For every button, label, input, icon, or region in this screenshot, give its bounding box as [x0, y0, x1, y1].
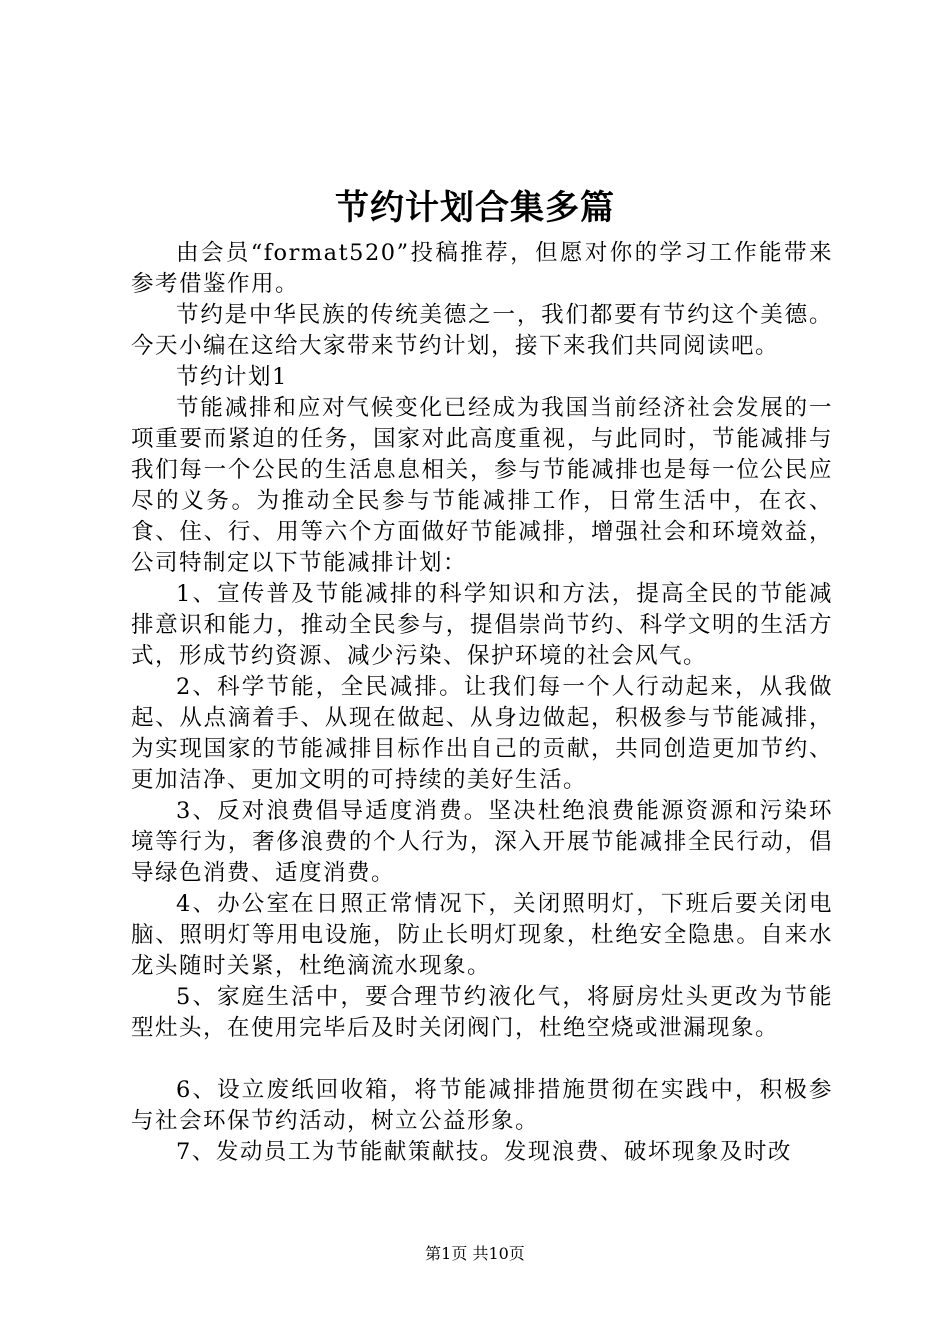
list-item: 6、设立废纸回收箱，将节能减排措施贯彻在实践中，积极参与社会环保节约活动，树立公益形象。 — [131, 1077, 833, 1134]
document-title: 节约计划合集多篇 — [335, 188, 615, 228]
list-item: 4、办公室在日照正常情况下，关闭照明灯，下班后要关闭电脑、照明灯等用电设施，防止长明灯现象，杜绝安全隐患。自来水龙头随时关紧，杜绝滴流水现象。 — [131, 891, 833, 979]
list-item: 5、家庭生活中，要合理节约液化气，将厨房灶头更改为节能型灶头，在使用完毕后及时关闭阀门，杜绝空烧或泄漏现象。 — [131, 984, 833, 1041]
list-item: 2、科学节能，全民减排。让我们每一个人行动起来，从我做起、从点滴着手、从现在做起、从身边做起，积极参与节能减排，为实现国家的节能减排目标作出自己的贡献，共同创造更加节约、更加洁净、更加文明的可持续的美好生活。 — [131, 674, 833, 793]
list-item: 3、反对浪费倡导适度消费。坚决杜绝浪费能源资源和污染环境等行为，奢侈浪费的个人行为，深入开展节能减排全民行动，倡导绿色消费、适度消费。 — [131, 798, 833, 886]
paragraph-intro: 由会员“format520”投稿推荐，但愿对你的学习工作能带来参考借鉴作用。 — [131, 240, 833, 297]
list-item: 1、宣传普及节能减排的科学知识和方法，提高全民的节能减排意识和能力，推动全民参与，提倡崇尚节约、科学文明的生活方式，形成节约资源、减少污染、保护环境的社会风气。 — [131, 581, 833, 669]
document-body — [131, 238, 833, 1168]
paragraph-section-body: 节能减排和应对气候变化已经成为我国当前经济社会发展的一项重要而紧迫的任务，国家对此高度重视，与此同时，节能减排与我们每一个公民的生活息息相关，参与节能减排也是每一位公民应尽的义务。为推动全民参与节能减排工作，日常生活中，在衣、食、住、行、用等六个方面做好节能减排，增强社会和环境效益，公司特制定以下节能减排计划： — [131, 395, 833, 576]
section-heading: 节约计划1 — [176, 364, 288, 390]
paragraph-preface: 节约是中华民族的传统美德之一，我们都要有节约这个美德。今天小编在这给大家带来节约计划，接下来我们共同阅读吧。 — [131, 302, 833, 359]
page-footer: 第1页 共10页 — [425, 1244, 525, 1263]
list-item: 7、发动员工为节能献策献技。发现浪费、破坏现象及时改 — [176, 1139, 792, 1165]
